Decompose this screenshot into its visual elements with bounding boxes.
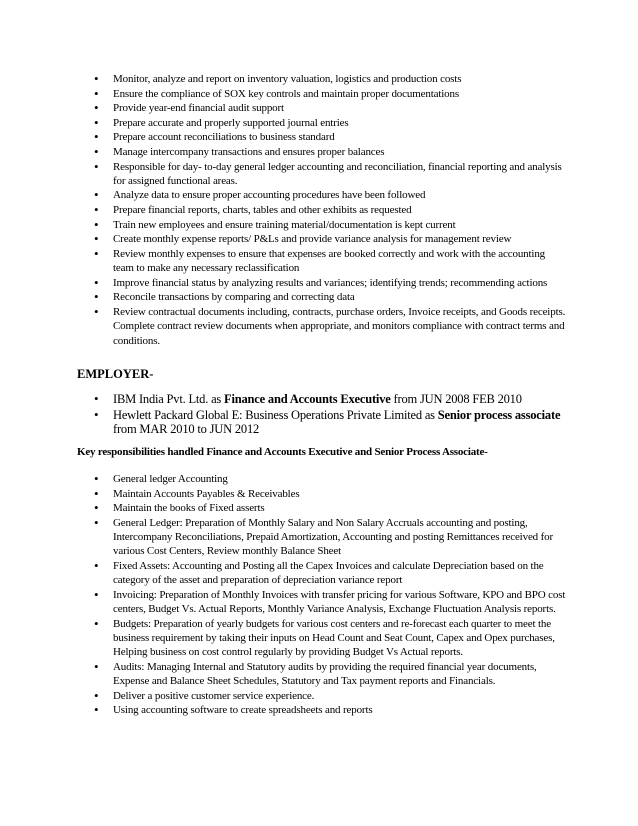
- list-item: • Responsible for day- to-day general ledger accounting and reconciliation, financial reporting and analysis for assigned functional areas.: [77, 160, 567, 189]
- duties-list: [77, 72, 567, 348]
- list-item: • Monitor, analyze and report on inventory valuation, logistics and production costs: [77, 72, 567, 86]
- list-item: • Reconcile transactions by comparing and correcting data: [77, 290, 567, 304]
- list-item: • Prepare financial reports, charts, tables and other exhibits as requested: [77, 203, 567, 217]
- employer-role: Senior process associate: [437, 407, 561, 422]
- list-item: • Audits: Managing Internal and Statutory audits by providing the required financial year documents, Expense and Balance Sheet Schedules, Statutory and Tax payment reports and Financials.: [77, 660, 569, 689]
- list-item: • Review monthly expenses to ensure that expenses are booked correctly and work with the accounting team to make any necessary reclassification: [77, 247, 567, 276]
- list-item: • Create monthly expense reports/ P&Ls and provide variance analysis for management review: [77, 232, 567, 246]
- list-item: • Review contractual documents including, contracts, purchase orders, Invoice receipts, and Goods receipts. Complete contract review documents when appropriate, and monitors compliance with contract terms and conditions.: [77, 305, 567, 348]
- employer-period: from JUN 2008 FEB 2010: [390, 392, 522, 406]
- employer-text: Hewlett Packard Global E: Business Operations Private Limited as: [113, 407, 438, 422]
- employer-item: [77, 392, 567, 407]
- list-item: • Manage intercompany transactions and ensures proper balances: [77, 145, 567, 159]
- list-item: • Deliver a positive customer service experience.: [77, 689, 569, 703]
- employer-list: [77, 392, 567, 438]
- list-item: • Budgets: Preparation of yearly budgets for various cost centers and re-forecast each quarter to meet the business requirement by taking their inputs on Head Count and Seat Count, Capex and Opex purchases, Helping business on cost control regularly by providing Budget Vs Actual reports.: [77, 617, 569, 660]
- responsibilities-heading: Key responsibilities handled Finance and Accounts Executive and Senior Process Associate-: [77, 446, 488, 458]
- list-item: • Using accounting software to create spreadsheets and reports: [77, 703, 569, 717]
- list-item: • General ledger Accounting: [77, 472, 569, 486]
- list-item: • Provide year-end financial audit support: [77, 101, 567, 115]
- employer-period: from MAR 2010 to JUN 2012: [113, 422, 260, 436]
- list-item: • General Ledger: Preparation of Monthly Salary and Non Salary Accruals accounting and posting, Intercompany Reconciliations, Prepaid Amortization, Accounting and posting Remittances received for various Cost Centers, Review monthly Balance Sheet: [77, 516, 569, 559]
- employer-heading: EMPLOYER-: [77, 367, 154, 381]
- list-item: • Maintain the books of Fixed asserts: [77, 501, 569, 515]
- employer-item: [77, 408, 567, 437]
- list-item: • Ensure the compliance of SOX key controls and maintain proper documentations: [77, 87, 567, 101]
- list-item: • Analyze data to ensure proper accounting procedures have been followed: [77, 188, 567, 202]
- responsibilities-list: [77, 472, 569, 718]
- list-item: • Prepare accurate and properly supported journal entries: [77, 116, 567, 130]
- employer-text: IBM India Pvt. Ltd. as: [113, 392, 225, 406]
- list-item: • Train new employees and ensure training material/documentation is kept current: [77, 218, 567, 232]
- employer-role: Finance and Accounts Executive: [224, 392, 391, 406]
- list-item: • Maintain Accounts Payables & Receivables: [77, 487, 569, 501]
- list-item: • Fixed Assets: Accounting and Posting all the Capex Invoices and calculate Depreciation based on the category of the asset and preparation of depreciation variance report: [77, 559, 569, 588]
- list-item: • Prepare account reconciliations to business standard: [77, 130, 567, 144]
- list-item: • Invoicing: Preparation of Monthly Invoices with transfer pricing for various Software, KPO and BPO cost centers, Budget Vs. Actual Reports, Monthly Variance Analysis, Exchange Fluctuation Analysis reports.: [77, 588, 569, 617]
- list-item: • Improve financial status by analyzing results and variances; identifying trends; recommending actions: [77, 276, 567, 290]
